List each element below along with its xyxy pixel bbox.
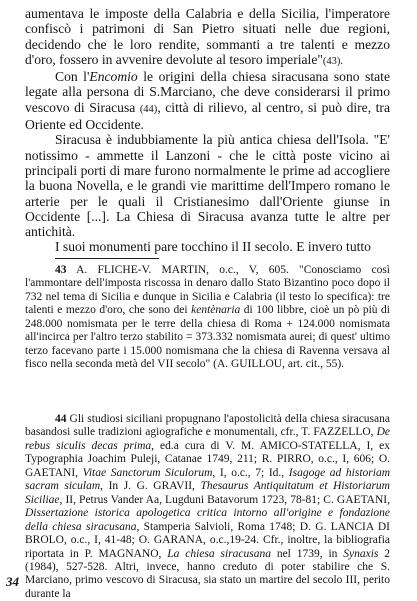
paragraph-1 bbox=[25, 6, 390, 69]
footnote-44-number: 44 bbox=[55, 413, 67, 425]
footnote-44-text-a: Gli studiosi siciliani propugnano l'apostolicità della chiesa siracusana basandosi sulle tradizioni agiografiche e monumentali, cfr., T. FAZZELLO, bbox=[25, 413, 390, 439]
paragraph-4: I suoi monumenti pare tocchino il II secolo. E invero tutto bbox=[55, 239, 371, 255]
footnote-44-title-7: Synaxis bbox=[343, 547, 379, 560]
footnote-44-text-g: nel 1739, in bbox=[270, 547, 344, 560]
footnote-43-number: 43 bbox=[55, 264, 67, 276]
footnote-44-title-6: La chiesa siracusana bbox=[167, 547, 271, 560]
footnote-44-text-c: , I, o.c., 7; Id., bbox=[212, 466, 289, 479]
main-text bbox=[25, 6, 390, 255]
page-number: 34 bbox=[6, 574, 19, 589]
footnote-44-text-b: , ed.a cura di V. M. AMICO-STATELLA, I, ex Typographia Joachim Puleji, Catanae 1749, 211; R. PIRRO, o.c., I, 606; O. GAETANI, bbox=[25, 439, 390, 479]
footnote-43-italic: kentènaria bbox=[191, 304, 241, 317]
footnote-43-text-b: di 100 libbre, cioè un pò più di 248.000 nomismata per le terre della chiesa di Roma + 124.000 nomismata all'incirca per l'altro terzo stabilito = 373.332 nomismata aurei; di quest' ultimo terzo facevano parte i 15.000 nomismana che la chiesa di Ravenna versava al fisco nella seconda metà del VII secolo" ( bbox=[25, 304, 390, 371]
footnote-44-title-5: Dissertazione istorica apologetica critica intorno all'origine e fondazione della chiesa siracusana bbox=[25, 507, 390, 533]
paragraph-2 bbox=[25, 69, 390, 132]
footnote-44-text-h: 2 (1984), 527-528. Altri, invece, hanno creduto di poter stabilire che S. Marciano, primo vescovo di Siracusa, sia stato un martire del secolo III, perito durante la bbox=[25, 547, 391, 600]
footnote-separator bbox=[55, 258, 159, 259]
footnote-44-title-4: Thesaurus Antiquitatum et Historiarum Siciliae bbox=[25, 480, 390, 506]
footnote-44-text-f: , Stamperia Salvioli, Roma 1748; D. G. LANCIA DI BROLO, o.c., I, 41-48; O. GARANA, o.c.,19-24. Cfr., inoltre, la bibliografia riportata in P. MAGNANO, bbox=[25, 520, 390, 560]
paragraph-3: Siracusa è indubbiamente la più antica chiesa dell'Isola. "E' notissimo - ammette il Lanzoni - che le città poste vicino ai principali porti di mare furono normalmente le prime ad accogliere la buona Novella, e le grandi vie marittime dell'Impero romano le arterie per le quali il Cristianesimo dall'Oriente giunse in Occidente [...]. La Chiesa di Siracusa avanza tutte le altre per antichità. bbox=[25, 132, 390, 240]
footnote-ref-44[interactable]: (44) bbox=[139, 103, 158, 115]
paragraph-2-text-a: Con l' bbox=[55, 69, 90, 85]
footnote-44-text-e: , II, Petrus Vander Aa, Lugduni Batavorum 1723, 78-81; C. GAETANI, bbox=[59, 493, 390, 506]
footnote-43-text-c: A. GUILLOU, art. cit., 55). bbox=[216, 358, 345, 371]
footnote-44-title-3: Isagoge ad historiam sacram siculam bbox=[25, 466, 390, 493]
footnote-44-text-d: , In J. G. GRAVII, bbox=[100, 480, 201, 493]
paragraph-2-text-c: , città di rilievo, al centro, si può dire, tra Oriente ed Occidente. bbox=[25, 99, 390, 133]
paragraph-2-text-b: le origini della chiesa siracusana sono state legate alla persona di S.Marciano, che deve considerarsi il primo vescovo di Siracusa bbox=[25, 69, 390, 115]
footnote-43 bbox=[25, 264, 390, 372]
footnote-43-text-a: A. FLICHE-V. MARTIN, o.c., V, 605. "Conosciamo così l'ammontare dell'imposta riscossa in denaro dallo Stato Bizantino poco dopo il 732 nel tema di Sicilia e dunque in Sicilia e Calabria (il testo lo specifica): tre talenti e mezzo d'oro, che sono dei bbox=[25, 264, 390, 317]
footnote-44 bbox=[25, 413, 390, 601]
footnote-44-title-2: Vitae Sanctorum Siculorum bbox=[82, 466, 213, 479]
paragraph-1-text: aumentava le imposte della Calabria e della Sicilia, l'imperatore confiscò i patrimoni di San Pietro situati nelle due regioni, decidendo che le loro rendite, sommanti a tre talenti e mezzo d'oro, fossero in avvenire devolute al tesoro imperiale" bbox=[25, 6, 390, 67]
footnote-44-title-1: De rebus siculis decas prima bbox=[25, 426, 390, 452]
footnote-ref-43[interactable]: (43). bbox=[322, 55, 344, 67]
encomio-title: Encomio bbox=[89, 69, 138, 85]
